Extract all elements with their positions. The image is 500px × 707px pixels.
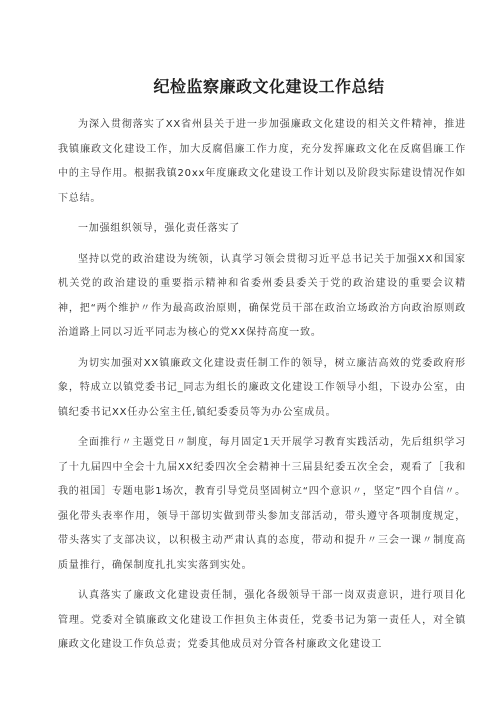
paragraph-party-day: 全面推行〃主题党日〃制度，每月固定1天开展学习教育实践活动，先后组织学习了十九届四中全会十九届XX纪委四次全会精神十三届县纪委五次全会，观看了［我和我的祖国］专题电影1场次，教育引导党员坚固树立“四个意识〃，坚定”四个自信〃。强化带头表率作用，领导干部切实做到带头参加支部活动，带头遵守各项制度规定，带头落实了支部决议，以积极主动严肃认真的态度，带动和提升〃三会一课〃制度高质量推行，确保制度扎扎实实落到实处。 [58,437,466,571]
paragraph-intro: 为深入贯彻落实了XX省州县关于进一步加强廉政文化建设的相关文件精神，推进我镇廉政文化建设工作，加大反腐倡廉工作力度，充分发挥廉政文化在反腐倡廉工作中的主导作用。根据我镇20xx年度廉政文化建设工作计划以及阶段实际建设情况作如下总结。 [58,119,466,204]
document-title: 纪检监察廉政文化建设工作总结 [153,77,385,96]
paragraph-responsibility: 认真落实了廉政文化建设责任制，强化各级领导干部一岗双责意识，进行项目化管理。党委对全镇廉政文化建设工作担负主体责任，党委书记为第一责任人，对全镇廉政文化建设工作负总责；党委其他成员对分管各村廉政文化建设工 [58,590,466,650]
section-heading-organization: 一加强组织领导，强化责任落实了 [78,223,240,234]
paragraph-leadership-group: 为切实加强对XX镇廉政文化建设责任制工作的领导，树立廉洁高效的党委政府形象，特成立以镇党委书记_同志为组长的廉政文化建设工作领导小组，下设办公室，由镇纪委书记XX任办公室主任,镇纪委委员等为办公室成员。 [58,357,466,418]
paragraph-political-construction: 坚持以党的政治建设为统领，认真学习领会贯彻习近平总书记关于加强XX和国家机关党的政治建设的重要指示精神和省委州委县委关于党的政治建设的重要会议精神，把“两个维护〃作为最高政治原则，确保党员干部在政治立场政治方向政治原则政治道路上同以习近平同志为核心的党XX保持高度一致。 [58,253,466,338]
